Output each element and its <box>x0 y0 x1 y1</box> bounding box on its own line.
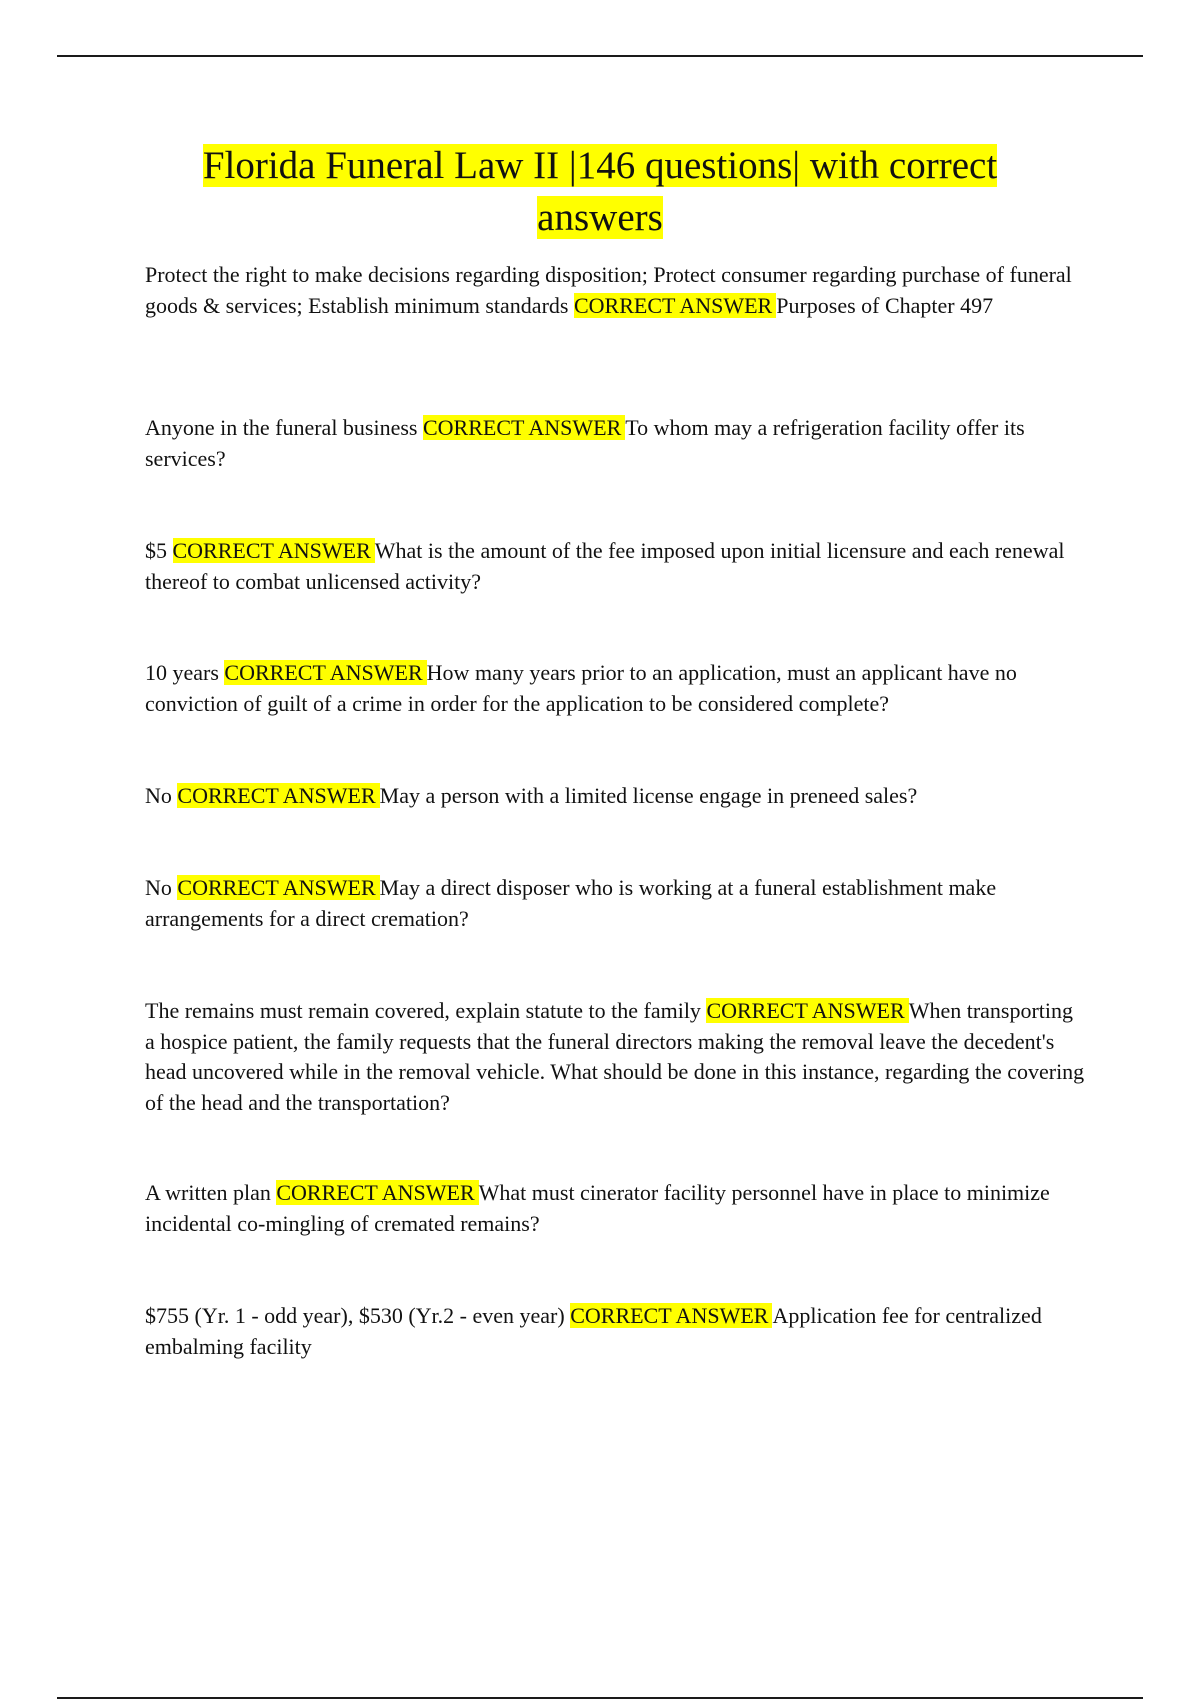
qa-item <box>145 1301 1085 1362</box>
answer-text: Protect the right to make decisions regarding disposition; Protect consumer regarding purchase of funeral goods & services; Establish minimum standards <box>145 262 1072 318</box>
question-text: What is the amount of the fee imposed upon initial licensure and each renewal thereof to combat unlicensed activity? <box>145 538 1065 594</box>
correct-answer-marker: CORRECT ANSWER <box>177 875 379 900</box>
correct-answer-marker: CORRECT ANSWER <box>276 1180 478 1205</box>
title-highlight: Florida Funeral Law II |146 questions| with correct answers <box>202 144 998 239</box>
correct-answer-marker: CORRECT ANSWER <box>173 538 375 563</box>
question-text: Purposes of Chapter 497 <box>776 292 994 318</box>
question-text: How many years prior to an application, must an applicant have no conviction of guilt of a crime in order for the application to be considered complete? <box>145 660 1017 716</box>
correct-answer-marker: CORRECT ANSWER <box>574 293 776 318</box>
answer-text: A written plan <box>145 1180 271 1205</box>
question-text: When transporting a hospice patient, the family requests that the funeral directors making the removal leave the decedent's head uncovered while in the removal vehicle. What should be done in this instance, regarding the covering of the head and the transportation? <box>145 998 1085 1115</box>
correct-answer-marker: CORRECT ANSWER <box>177 783 379 808</box>
question-text: May a person with a limited license engage in preneed sales? <box>379 783 918 808</box>
answer-text: Anyone in the funeral business <box>145 415 418 440</box>
qa-item <box>145 260 1085 321</box>
question-text: What must cinerator facility personnel have in place to minimize incidental co-mingling of cremated remains? <box>145 1180 1050 1236</box>
answer-text: No <box>145 783 172 808</box>
qa-item <box>145 996 1085 1118</box>
answer-text: 10 years <box>145 660 219 685</box>
qa-item <box>145 873 1085 934</box>
qa-item <box>145 413 1085 474</box>
question-text: Application fee for centralized embalming facility <box>145 1303 1042 1359</box>
correct-answer-marker: CORRECT ANSWER <box>570 1303 772 1328</box>
answer-text: The remains must remain covered, explain statute to the family <box>145 998 701 1023</box>
correct-answer-marker: CORRECT ANSWER <box>706 998 908 1023</box>
qa-item <box>145 1178 1085 1239</box>
answer-text: No <box>145 875 172 900</box>
answer-text: $755 (Yr. 1 - odd year), $530 (Yr.2 - even year) <box>145 1303 565 1328</box>
qa-item <box>145 658 1085 719</box>
bottom-rule <box>57 1697 1143 1699</box>
question-text: To whom may a refrigeration facility offer its services? <box>145 415 1025 471</box>
correct-answer-marker: CORRECT ANSWER <box>224 660 426 685</box>
answer-text: $5 <box>145 538 167 563</box>
document-title <box>150 140 1050 244</box>
correct-answer-marker: CORRECT ANSWER <box>423 415 625 440</box>
qa-item <box>145 536 1085 597</box>
top-rule <box>57 55 1143 57</box>
question-text: May a direct disposer who is working at a funeral establishment make arrangements for a direct cremation? <box>145 875 997 931</box>
qa-item <box>145 781 1085 812</box>
